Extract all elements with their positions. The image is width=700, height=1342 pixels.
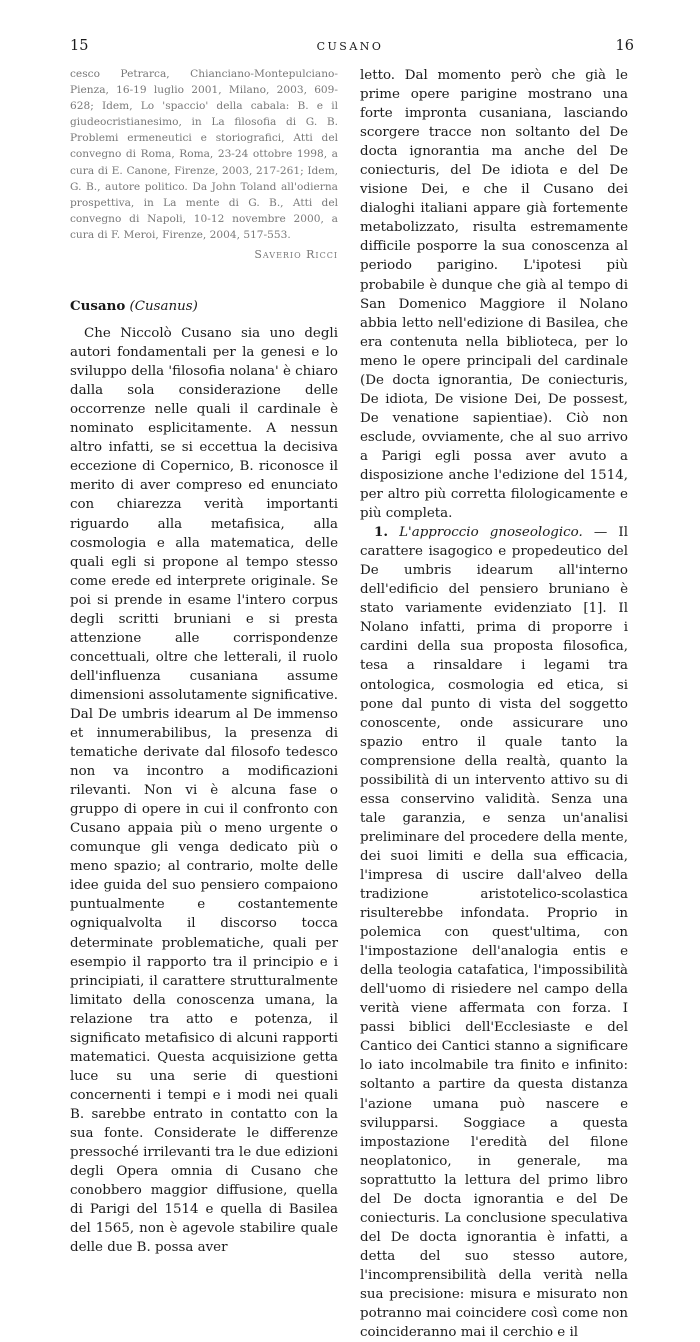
bibliography-text: cesco Petrarca, Chianciano-Montepulciano-Pienza, 16-19 luglio 2001, Milano, 2003, 609-628; Idem, Lo 'spaccio' della cabala: B. e il giudeocristianesimo, in La filosofia di G. B. Problemi ermeneutici e storiografici, Atti del convegno di Roma, Roma, 23-24 ottobre 1998, a cura di E. Canone, Firenze, 2003, 217-261; Idem, G. B., autore politico. Da John Toland all'odierna prospettiva, in La mente di G. B., Atti del convegno di Napoli, 10-12 novembre 2000, a cura di F. Meroi, Firenze, 2004, 517-553.: [70, 68, 338, 241]
entry-title: Cusano: [70, 298, 126, 315]
section-1-text: — Il carattere isagogico e propedeutico del De umbris idearum all'interno dell'edificio del pensiero bruniano è stato variamente evidenziato [1]. Il Nolano infatti, prima di proporre i cardini della sua proposta filosofica, tesa a rinsaldare i legami tra ontologica, cosmologia ed etica, si pone dal punto di vista del soggetto conoscente, onde assicurare uno spazio entro il quale tanto la comprensione della realtà, quanto la possibilità di un intervento attivo su di essa conservino validità. Senza una tale garanzia, e senza un'analisi preliminare del procedere della mente, dei suoi limiti e della sua efficacia, l'impresa di uscire dall'alveo della tradizione aristotelico-scolastica risulterebbe infondata. Proprio in polemica con quest'ultima, con l'impostazione dell'analogia entis e della teologia catafatica, l'impossibilità dell'uomo di risiedere nel campo della verità viene affermata con forza. I passi biblici dell'Ecclesiaste e del Cantico dei Cantici stanno a significare lo iato incolmabile tra finito e infinito: soltanto a partire da questa distanza l'azione umana può nascere e svilupparsi. Soggiace a questa impostazione l'eredità del filone neoplatonico, in generale, ma soprattutto la lettura del primo libro del De docta ignorantia e del De coniecturis. La conclusione speculativa del De docta ignorantia è infatti, a detta del suo stesso autore, l'incomprensibilità della verità nella sua precisione: misura e misurato non potranno mai coincidere così come non coincideranno mai il cerchio e il: [360, 525, 628, 1341]
section-number: 1.: [374, 524, 388, 541]
entry-title-latin: (Cusanus): [129, 299, 198, 315]
left-column: [70, 66, 338, 1257]
entry-paragraph-1-continued: letto. Dal momento però che già le prime opere parigine mostrano una forte impronta cusaniana, lasciando scorgere tracce non soltanto del De docta ignorantia ma anche del De coniecturis, del De idiota e del De visione Dei, e che il Cusano dei dialoghi italiani appare già fortemente metabolizzato, risulta estremamente difficile posporre la sua conoscenza al periodo parigino. L'ipotesi più probabile è dunque che già al tempo di San Domenico Maggiore il Nolano abbia letto nell'edizione di Basilea, che era contenuta nella biblioteca, per lo meno le opere principali del cardinale (De docta ignorantia, De coniecturis, De idiota, De visione Dei, De possest, De venatione sapientiae). Ciò non esclude, ovviamente, che al suo arrivo a Parigi egli possa aver avuto a disposizione anche l'edizione del 1514, per altro più corretta filologicamente e più completa.: [360, 68, 628, 522]
section-title: L'approccio gnoseologico.: [399, 525, 583, 541]
page-number-left: 15: [70, 38, 89, 54]
entry-heading: [70, 297, 338, 316]
section-1: [360, 523, 628, 1342]
running-title: CUSANO: [316, 40, 384, 53]
article-author: Saverio Ricci: [254, 248, 338, 262]
right-column: [360, 66, 628, 1342]
page-number-right: 16: [615, 38, 634, 54]
entry-paragraph-1: Che Niccolò Cusano sia uno degli autori fondamentali per la genesi e lo sviluppo della 'filosofia nolana' è chiaro dalla sola considerazione delle occorrenze nelle quali il cardinale è nominato esplicitamente. A nessun altro infatti, se si eccettua la decisiva eccezione di Copernico, B. riconosce il merito di aver compreso ed enunciato con chiarezza verità importanti riguardo alla metafisica, alla cosmologia e alla matematica, delle quali egli si propone al tempo stesso come erede ed interprete originale. Se poi si prende in esame l'intero corpus degli scritti bruniani e si presta attenzione alle corrispondenze concettuali, oltre che letterali, il ruolo dell'influenza cusaniana assume dimensioni assolutamente significative. Dal De umbris idearum al De immenso et innumerabilibus, la presenza di tematiche derivate dal filosofo tedesco non va incontro a modificazioni rilevanti. Non vi è alcuna fase o gruppo di opere in cui il confronto con Cusano appaia più o meno urgente o comunque gli venga dedicato più o meno spazio; al contrario, molte delle idee guida del suo pensiero compaiono puntualmente e costantemente ogniqualvolta il discorso tocca determinate problematiche, quali per esempio il rapporto tra il principio e i principiati, il carattere strutturalmente limitato della conoscenza umana, la relazione tra atto e potenza, il significato metafisico di alcuni rapporti matematici. Questa acquisizione getta luce su una serie di questioni concernenti i tempi e i modi nei quali B. sarebbe entrato in contatto con la sua fonte. Considerate le differenze pressoché irrilevanti tra le due edizioni degli Opera omnia di Cusano che conobbero maggior diffusione, quella di Parigi del 1514 e quella di Basilea del 1565, non è agevole stabilire quale delle due B. possa aver: [70, 326, 338, 1256]
page-header: [0, 38, 700, 60]
